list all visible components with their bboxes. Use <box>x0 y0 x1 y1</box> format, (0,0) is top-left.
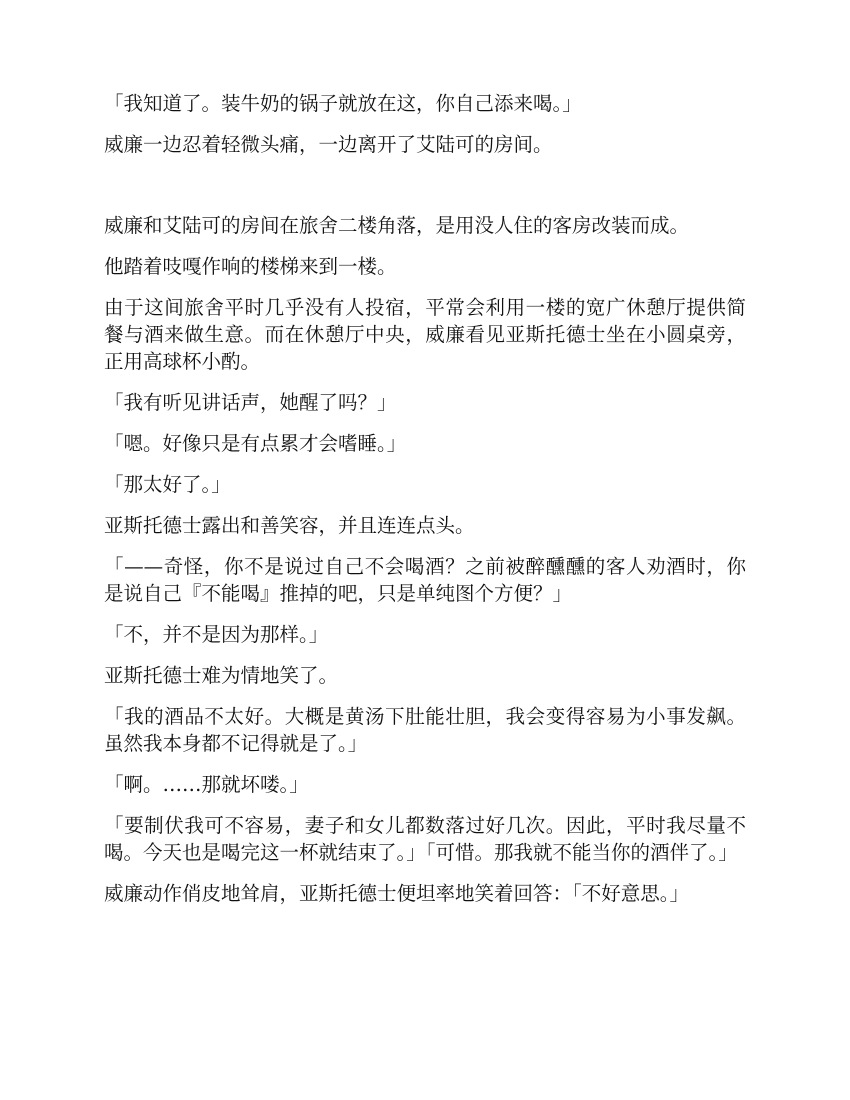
paragraph: 亚斯托德士难为情地笑了。 <box>104 664 339 687</box>
document-page <box>104 90 746 921</box>
paragraph: 「要制伏我可不容易，妻子和女儿都数落过好几次。因此，平时我尽量不喝。今天也是喝完这一杯就结束了。」「可惜。那我就不能当你的酒伴了。」 <box>104 814 746 864</box>
paragraph: 威廉一边忍着轻微头痛，一边离开了艾陆可的房间。 <box>104 133 553 156</box>
paragraph: 由于这间旅舍平时几乎没有人投宿，平常会利用一楼的宽广休憩厅提供简餐与酒来做生意。而在休憩厅中央，威廉看见亚斯托德士坐在小圆桌旁，正用高球杯小酌。 <box>104 296 746 373</box>
paragraph: 「不，并不是因为那样。」 <box>104 623 329 646</box>
paragraph: 威廉动作俏皮地耸肩，亚斯托德士便坦率地笑着回答：「不好意思。」 <box>104 882 690 905</box>
paragraph: 「——奇怪，你不是说过自己不会喝酒？之前被醉醺醺的客人劝酒时，你是说自己『不能喝』推掉的吧，只是单纯图个方便？」 <box>104 555 746 605</box>
paragraph: 「那太好了。」 <box>104 473 231 496</box>
paragraph: 「我有听见讲话声，她醒了吗？」 <box>104 391 397 414</box>
paragraph: 「我的酒品不太好。大概是黄汤下肚能壮胆，我会变得容易为小事发飙。虽然我本身都不记得就是了。」 <box>104 705 746 755</box>
paragraph: 威廉和艾陆可的房间在旅舍二楼角落，是用没人住的客房改装而成。 <box>104 214 690 237</box>
paragraph: 「啊。……那就坏喽。」 <box>104 773 309 796</box>
paragraph: 他踏着吱嘎作响的楼梯来到一楼。 <box>104 255 397 278</box>
paragraph: 「我知道了。装牛奶的锅子就放在这，你自己添来喝。」 <box>104 92 582 115</box>
paragraph: 「嗯。好像只是有点累才会嗜睡。」 <box>104 432 407 455</box>
paragraph: 亚斯托德士露出和善笑容，并且连连点头。 <box>104 514 475 537</box>
